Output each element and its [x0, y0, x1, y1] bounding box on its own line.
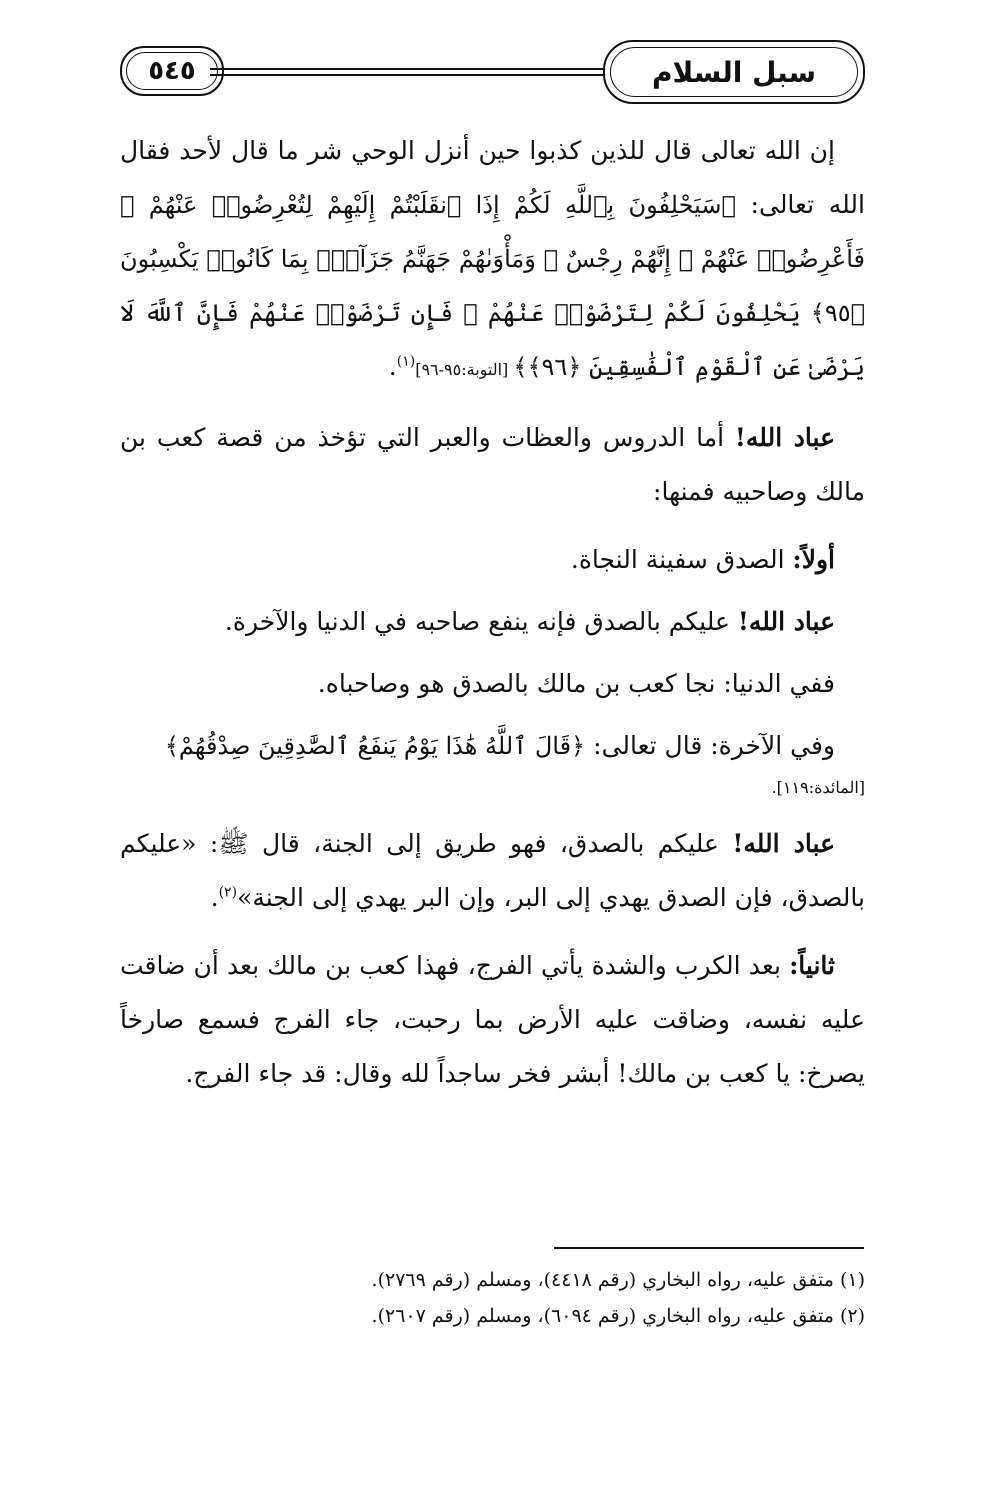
header-rule-bottom — [210, 74, 605, 76]
paragraph-8-lead: ثانياً: — [789, 951, 835, 980]
paragraph-4 — [120, 595, 865, 649]
footnote-ref-1[interactable]: (١) — [396, 353, 416, 370]
paragraph-3-text: الصدق سفينة النجاة. — [570, 545, 793, 574]
paragraph-7 — [120, 817, 865, 925]
paragraph-8-text: بعد الكرب والشدة يأتي الفرج، فهذا كعب بن مالك بعد أن ضاقت عليه نفسه، وضاقت عليه الأرض بما رحبت، جاء الفرج فسمع صارخاً يصرخ: يا كعب بن مالك! أبشر فخر ساجداً لله وقال: قد جاء الفرج. — [120, 951, 865, 1088]
paragraph-7-text: عليكم بالصدق، فهو طريق إلى الجنة، قال ﷺ: «عليكم بالصدق، فإن الصدق يهدي إلى البر، وإن البر يهدي إلى الجنة» — [120, 829, 865, 912]
book-title: سبل السلام — [651, 55, 817, 89]
paragraph-1-end: . — [388, 352, 397, 381]
quran-verse-tawbah: ﴿سَيَحْلِفُونَ بِٱللَّهِ لَكُمْ إِذَا ٱنقَلَبْتُمْ إِلَيْهِمْ لِتُعْرِضُوا۟ عَنْهُمْ ۖ فَأَعْرِضُوا۟ عَنْهُمْ ۖ إِنَّهُمْ رِجْسٌ ۖ وَمَأْوَىٰهُمْ جَهَنَّمُ جَزَآءًۢ بِمَا كَانُوا۟ يَكْسِبُونَ ﴿٩٥﴾ يَحْلِفُونَ لَكُمْ لِتَرْضَوْا۟ عَنْهُمْ ۖ فَإِن تَرْضَوْا۟ عَنْهُمْ فَإِنَّ ٱللَّهَ لَا يَرْضَىٰ عَنِ ٱلْقَوْمِ ٱلْفَٰسِقِينَ ﴿٩٦﴾﴾ — [120, 191, 865, 381]
footnote-2: (٢) متفق عليه، رواه البخاري (رقم ٦٠٩٤)، ومسلم (رقم ٢٦٠٧). — [371, 1305, 865, 1327]
paragraph-6-intro: وفي الآخرة: قال تعالى: — [585, 731, 835, 760]
quran-verse-maidah: ﴿قَالَ ٱللَّهُ هَٰذَا يَوْمُ يَنفَعُ ٱلصَّٰدِقِينَ صِدْقُهُمْ﴾ — [164, 732, 586, 760]
paragraph-7-lead: عباد الله! — [732, 829, 835, 858]
header-rule-top — [210, 68, 605, 70]
paragraph-2-text: أما الدروس والعظات والعبر التي تؤخذ من قصة كعب بن مالك وصاحبيه فمنها: — [120, 423, 865, 506]
page-number-frame — [120, 46, 224, 96]
paragraph-1 — [120, 124, 865, 397]
paragraph-5-text: ففي الدنيا: نجا كعب بن مالك بالصدق هو وصاحباه. — [317, 669, 835, 698]
footnote-1: (١) متفق عليه، رواه البخاري (رقم ٤٤١٨)، ومسلم (رقم ٢٧٦٩). — [371, 1269, 865, 1291]
footnote-separator — [554, 1247, 864, 1249]
paragraph-7-end: . — [210, 883, 219, 912]
page-body — [120, 124, 865, 1115]
paragraph-2-lead: عباد الله! — [734, 423, 835, 452]
paragraph-2 — [120, 411, 865, 519]
page-header — [120, 40, 865, 108]
page-number: ٥٤٥ — [148, 56, 196, 86]
paragraph-3 — [120, 533, 865, 587]
paragraph-3-lead: أولاً: — [792, 545, 835, 574]
paragraph-4-lead: عباد الله! — [737, 607, 835, 636]
paragraph-5 — [120, 657, 865, 711]
verse-reference-maidah: [المائدة:١١٩]. — [771, 778, 865, 797]
paragraph-1-intro: إن الله تعالى قال للذين كذبوا حين أنزل الوحي شر ما قال لأحد فقال الله تعالى: — [120, 136, 865, 219]
paragraph-6 — [120, 719, 865, 803]
footnote-ref-2[interactable]: (٢) — [218, 884, 238, 901]
paragraph-4-text: عليكم بالصدق فإنه ينفع صاحبه في الدنيا والآخرة. — [224, 607, 738, 636]
book-title-frame — [603, 40, 865, 104]
footnotes — [120, 1262, 865, 1334]
paragraph-8 — [120, 939, 865, 1101]
verse-reference-tawbah: [التوبة:٩٥-٩٦] — [415, 360, 514, 379]
